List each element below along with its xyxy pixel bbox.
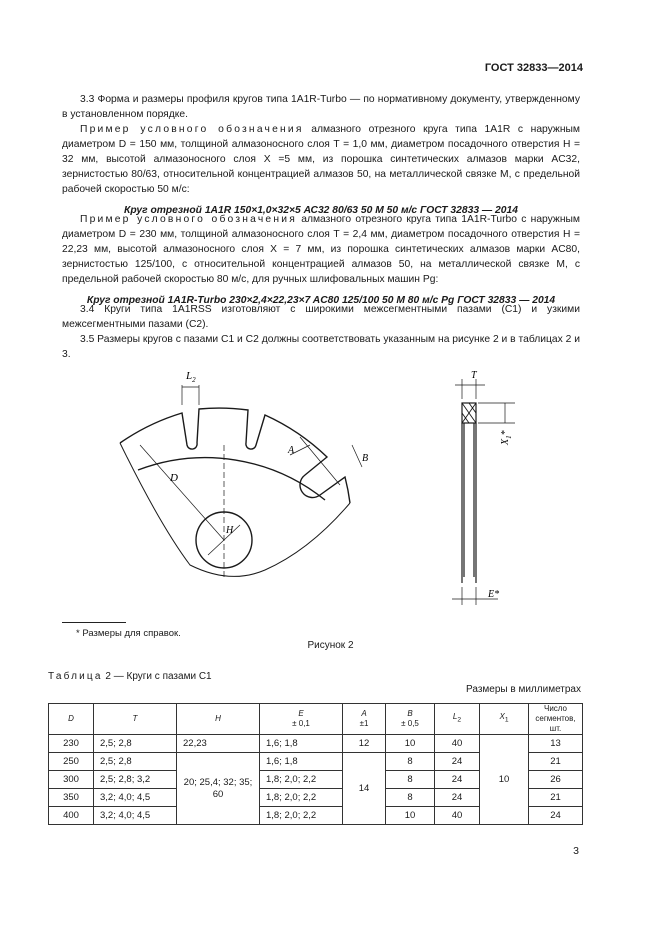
col-e: E ± 0,1 (260, 704, 343, 735)
col-x1: $X_1$ (480, 704, 529, 735)
cell-e: 1,8; 2,0; 2,2 (260, 789, 343, 807)
paragraph-3-3: 3.3 Форма и размеры профиля кругов типа 1A1R-Turbo — по нормативному документу, утвержденному в установленном порядке. (62, 94, 580, 120)
cell-d: 300 (49, 771, 94, 789)
cell-h: 20; 25,4; 32; 35; 60 (177, 753, 260, 825)
disc-front-view (120, 408, 350, 576)
col-a: A ±1 (343, 704, 386, 735)
designation-2: Круг отрезной 1A1R-Turbo 230×2,4×22,23×7 AC80 125/100 50 M 80 м/с Pg ГОСТ 32833 — 2014 (86, 295, 556, 306)
table-header-row (49, 704, 583, 735)
cell-t: 3,2; 4,0; 4,5 (94, 807, 177, 825)
label-a: A (288, 445, 295, 456)
cell-l2: 40 (435, 735, 480, 753)
footnote: * Размеры для справок. (76, 628, 181, 639)
label-e: E* (488, 589, 500, 600)
cell-e: 1,8; 2,0; 2,2 (260, 807, 343, 825)
col-t: T (94, 704, 177, 735)
cell-n: 13 (529, 735, 583, 753)
page-number: 3 (573, 845, 579, 857)
col-h: H (177, 704, 260, 735)
figure-caption: Рисунок 2 (307, 640, 354, 651)
cell-e: 1,8; 2,0; 2,2 (260, 771, 343, 789)
document-header: ГОСТ 32833—2014 (484, 62, 583, 74)
cell-l2: 24 (435, 771, 480, 789)
label-b: B (362, 453, 369, 464)
col-b: B ± 0,5 (386, 704, 435, 735)
col-d: D (49, 704, 94, 735)
paragraph-3-5: 3.5 Размеры кругов с пазами С1 и С2 должны соответствовать указанным на рисунке 2 и в таблицах 2 и 3. (62, 334, 580, 360)
cell-n: 26 (529, 771, 583, 789)
cell-l2: 24 (435, 753, 480, 771)
designation-1: Круг отрезной 1A1R 150×1,0×32×5 АС32 80/63 50 М 50 м/с ГОСТ 32833 — 2014 (124, 205, 518, 216)
table-row (49, 735, 583, 753)
cell-e: 1,6; 1,8 (260, 753, 343, 771)
cell-d: 350 (49, 789, 94, 807)
cell-n: 21 (529, 789, 583, 807)
example-text: алмазного отрезного круга типа 1A1R-Turbo с наружным диаметром D = 230 мм, толщиной алмазоносного слоя T = 2,4 мм, диаметром посадочного отверстия H = 22,23 мм, высотой алмазоносного слоя X = 7 мм, из порошка синтетических алмазов марки AC80, зернистостью 125/100, с относительной концентрацией алмазов 50, на металлической связке М, с предельной рабочей скоростью 80 м/с, для ручных шлифовальных машин Pg: (62, 214, 580, 285)
table-units: Размеры в миллиметрах (466, 684, 581, 695)
table-caption: Таблица 2 — Круги с пазами С1 (48, 671, 212, 682)
cell-l2: 24 (435, 789, 480, 807)
label-x1: $X_1*$ (500, 430, 513, 445)
cell-b: 8 (386, 753, 435, 771)
example-text: алмазного отрезного круга типа 1A1R с наружным диаметром D = 150 мм, толщиной алмазоносного слоя T = 1,0 мм, диаметром посадочного отверстия H = 32 мм, высотой алмазоносного слоя X =5 мм, из порошка синтетических алмазов марки AC32, зернистостью 80/63, относительной концентрацией алмазов 50, на металлической связке М, с предельной рабочей скоростью 50 м/с: (62, 124, 580, 195)
example-2 (62, 212, 580, 308)
footnote-separator (62, 622, 126, 623)
paragraph-3-4: 3.4 Круги типа 1A1RSS изготовляют с широкими межсегментными пазами (С1) и узкими межсегментными пазами (С2). (62, 304, 580, 330)
cell-b: 8 (386, 789, 435, 807)
label-l2: $L_2$ (186, 370, 196, 384)
cell-d: 230 (49, 735, 94, 753)
cell-t: 2,5; 2,8; 3,2 (94, 771, 177, 789)
table-2 (48, 703, 583, 825)
cell-n: 24 (529, 807, 583, 825)
label-h: H (226, 525, 234, 536)
label-d: D (170, 472, 178, 484)
cell-a: 12 (343, 735, 386, 753)
cell-b: 8 (386, 771, 435, 789)
cell-b: 10 (386, 735, 435, 753)
body-text (62, 92, 580, 122)
cell-l2: 40 (435, 807, 480, 825)
figure-2-drawing (100, 365, 540, 615)
cell-t: 3,2; 4,0; 4,5 (94, 789, 177, 807)
col-segments: Число сегментов, шт. (529, 704, 583, 735)
disc-side-section (462, 403, 476, 583)
example-1 (62, 122, 580, 218)
cell-e: 1,6; 1,8 (260, 735, 343, 753)
cell-n: 21 (529, 753, 583, 771)
cell-a: 14 (343, 753, 386, 825)
paragraphs-3-4-3-5 (62, 302, 580, 362)
cell-d: 400 (49, 807, 94, 825)
example-label: Пример условного обозначения (80, 124, 304, 135)
example-label: Пример условного обозначения (80, 214, 297, 225)
cell-b: 10 (386, 807, 435, 825)
label-t: T (471, 370, 477, 381)
cell-t: 2,5; 2,8 (94, 753, 177, 771)
col-l2: $L_2$ (435, 704, 480, 735)
cell-x1: 10 (480, 735, 529, 825)
cell-h: 22,23 (177, 735, 260, 753)
cell-d: 250 (49, 753, 94, 771)
cell-t: 2,5; 2,8 (94, 735, 177, 753)
